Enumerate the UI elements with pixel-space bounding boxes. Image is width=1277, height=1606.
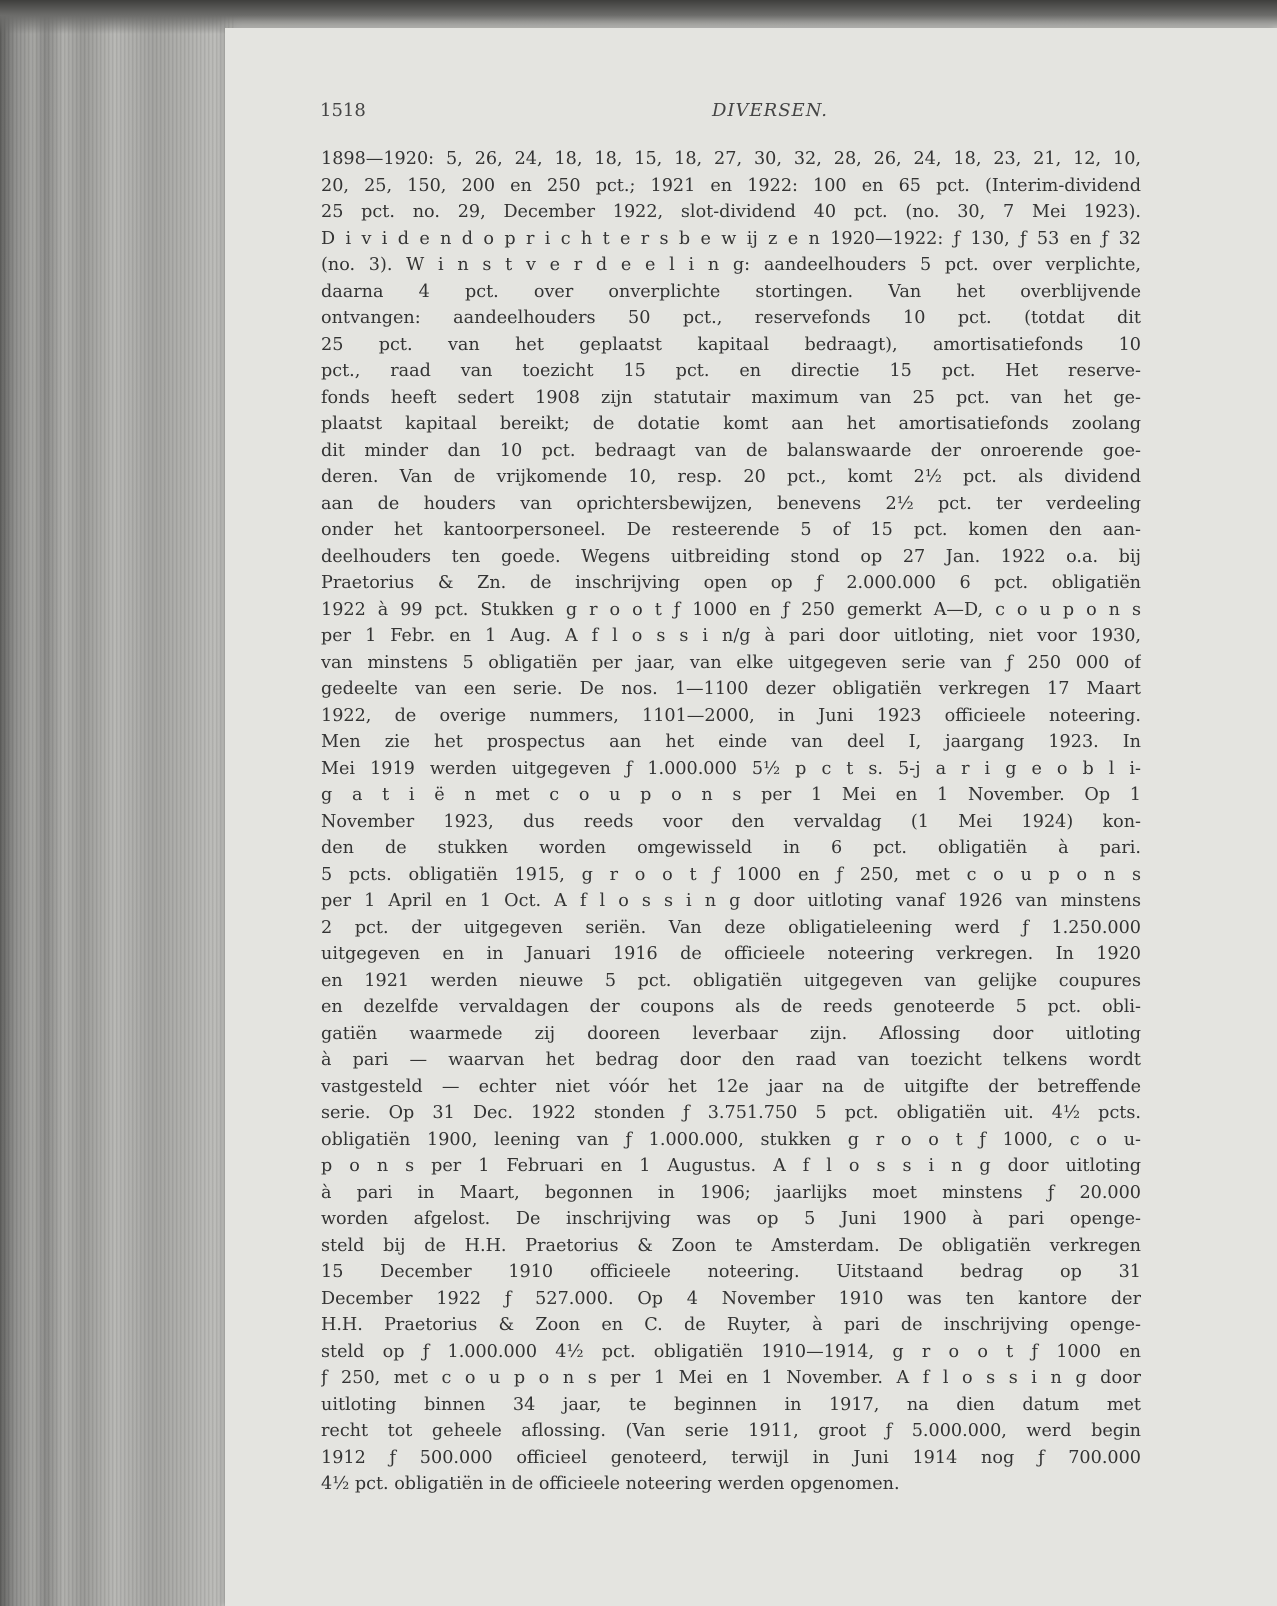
- text-line: December 1922 ƒ 527.000. Op 4 November 1910 was ten kantore der: [321, 1288, 1141, 1309]
- text-line: à pari — waarvan het bedrag door den raad van toezicht telkens wordt: [321, 1050, 1141, 1070]
- page-header: [320, 100, 1170, 130]
- text-line: 15 December 1910 officieele noteering. Uitstaand bedrag op 31: [321, 1262, 1141, 1282]
- text-line: per 1 Febr. en 1 Aug. A f l o s s i n/g à pari door uitloting, niet voor 1930,: [321, 626, 1141, 646]
- text-line: H.H. Praetorius & Zoon en C. de Ruyter, à pari de inschrijving openge-: [321, 1315, 1141, 1335]
- text-line: à pari in Maart, begonnen in 1906; jaarlijks moet minstens ƒ 20.000: [321, 1182, 1141, 1203]
- text-line: 20, 25, 150, 200 en 250 pct.; 1921 en 1922: 100 en 65 pct. (Interim-dividend: [321, 175, 1141, 196]
- text-line: 1922, de overige nummers, 1101—2000, in Juni 1923 officieele noteering.: [321, 705, 1141, 726]
- text-line: van minstens 5 obligatiën per jaar, van elke uitgegeven serie van ƒ 250 000 of: [321, 652, 1141, 673]
- book-page-edges: [0, 0, 235, 1606]
- text-line: D i v i d e n d o p r i c h t e r s b e w ij z e n 1920—1922: ƒ 130, ƒ 53 en ƒ 32: [321, 228, 1141, 249]
- text-line: 25 pct. no. 29, December 1922, slot-dividend 40 pct. (no. 30, 7 Mei 1923).: [321, 202, 1141, 222]
- text-line: gatiën waarmede zij dooreen leverbaar zijn. Aflossing door uitloting: [321, 1023, 1141, 1044]
- text-line: plaatst kapitaal bereikt; de dotatie komt aan het amortisatiefonds zoolang: [321, 414, 1141, 434]
- text-line: deelhouders ten goede. Wegens uitbreiding stond op 27 Jan. 1922 o.a. bij: [321, 546, 1141, 567]
- text-line: Men zie het prospectus aan het einde van deel I, jaargang 1923. In: [321, 732, 1141, 752]
- page-number: 1518: [320, 100, 366, 121]
- text-line: uitgegeven en in Januari 1916 de officieele noteering verkregen. In 1920: [321, 944, 1141, 964]
- text-line: pct., raad van toezicht 15 pct. en directie 15 pct. Het reserve-: [321, 361, 1141, 381]
- text-line: Mei 1919 werden uitgegeven ƒ 1.000.000 5½ p c t s. 5-j a r i g e o b l i-: [321, 758, 1141, 779]
- body-text: [321, 146, 1141, 1498]
- text-line: gedeelte van een serie. De nos. 1—1100 dezer obligatiën verkregen 17 Maart: [321, 679, 1141, 699]
- text-line: 1912 ƒ 500.000 officieel genoteerd, terwijl in Juni 1914 nog ƒ 700.000: [321, 1447, 1141, 1468]
- text-line: serie. Op 31 Dec. 1922 stonden ƒ 3.751.750 5 pct. obligatiën uit. 4½ pcts.: [321, 1103, 1141, 1123]
- text-line: steld op ƒ 1.000.000 4½ pct. obligatiën 1910—1914, g r o o t ƒ 1000 en: [321, 1341, 1141, 1362]
- text-line: 2 pct. der uitgegeven seriën. Van deze obligatieleening werd ƒ 1.250.000: [321, 917, 1141, 938]
- text-line: fonds heeft sedert 1908 zijn statutair maximum van 25 pct. van het ge-: [321, 387, 1141, 408]
- text-line: onder het kantoorpersoneel. De resteerende 5 of 15 pct. komen den aan-: [321, 520, 1141, 540]
- text-line: worden afgelost. De inschrijving was op 5 Juni 1900 à pari openge-: [321, 1209, 1141, 1229]
- text-line: Praetorius & Zn. de inschrijving open op ƒ 2.000.000 6 pct. obligatiën: [321, 573, 1141, 593]
- book-page: [225, 28, 1277, 1606]
- text-line: ontvangen: aandeelhouders 50 pct., reservefonds 10 pct. (totdat dit: [321, 308, 1141, 328]
- text-line: (no. 3). W i n s t v e r d e e l i n g: aandeelhouders 5 pct. over verplichte,: [321, 255, 1141, 275]
- running-title: DIVERSEN.: [711, 100, 829, 121]
- text-line: 5 pcts. obligatiën 1915, g r o o t ƒ 1000 en ƒ 250, met c o u p o n s: [321, 864, 1141, 885]
- text-line: ƒ 250, met c o u p o n s per 1 Mei en 1 November. A f l o s s i n g door: [321, 1368, 1141, 1388]
- text-line: uitloting binnen 34 jaar, te beginnen in 1917, na dien datum met: [321, 1394, 1141, 1415]
- text-line: 1898—1920: 5, 26, 24, 18, 18, 15, 18, 27, 30, 32, 28, 26, 24, 18, 23, 21, 12, 10,: [321, 149, 1141, 169]
- text-line: 25 pct. van het geplaatst kapitaal bedraagt), amortisatiefonds 10: [321, 334, 1141, 355]
- text-line: recht tot geheele aflossing. (Van serie 1911, groot ƒ 5.000.000, werd begin: [321, 1421, 1141, 1441]
- text-line: en 1921 werden nieuwe 5 pct. obligatiën uitgegeven van gelijke coupures: [321, 970, 1141, 991]
- text-line: per 1 April en 1 Oct. A f l o s s i n g door uitloting vanaf 1926 van minstens: [321, 891, 1141, 911]
- text-line: aan de houders van oprichtersbewijzen, benevens 2½ pct. ter verdeeling: [321, 493, 1141, 514]
- text-line: p o n s per 1 Februari en 1 Augustus. A f l o s s i n g door uitloting: [321, 1156, 1141, 1176]
- text-line: steld bij de H.H. Praetorius & Zoon te Amsterdam. De obligatiën verkregen: [321, 1235, 1141, 1256]
- text-line: deren. Van de vrijkomende 10, resp. 20 pct., komt 2½ pct. als dividend: [321, 467, 1141, 487]
- text-line: den de stukken worden omgewisseld in 6 pct. obligatiën à pari.: [321, 838, 1141, 858]
- text-line: g a t i ë n met c o u p o n s per 1 Mei en 1 November. Op 1: [321, 785, 1141, 805]
- text-line: en dezelfde vervaldagen der coupons als de reeds genoteerde 5 pct. obli-: [321, 997, 1141, 1017]
- text-line: dit minder dan 10 pct. bedraagt van de balanswaarde der onroerende goe-: [321, 440, 1141, 461]
- text-line: November 1923, dus reeds voor den vervaldag (1 Mei 1924) kon-: [321, 811, 1141, 832]
- text-line: daarna 4 pct. over onverplichte stortingen. Van het overblijvende: [321, 281, 1141, 302]
- text-line: 1922 à 99 pct. Stukken g r o o t ƒ 1000 en ƒ 250 gemerkt A—D, c o u p o n s: [321, 599, 1141, 620]
- text-line: 4½ pct. obligatiën in de officieele noteering werden opgenomen.: [321, 1474, 900, 1494]
- text-line: obligatiën 1900, leening van ƒ 1.000.000, stukken g r o o t ƒ 1000, c o u-: [321, 1129, 1141, 1150]
- text-line: vastgesteld — echter niet vóór het 12e jaar na de uitgifte der betreffende: [321, 1076, 1141, 1097]
